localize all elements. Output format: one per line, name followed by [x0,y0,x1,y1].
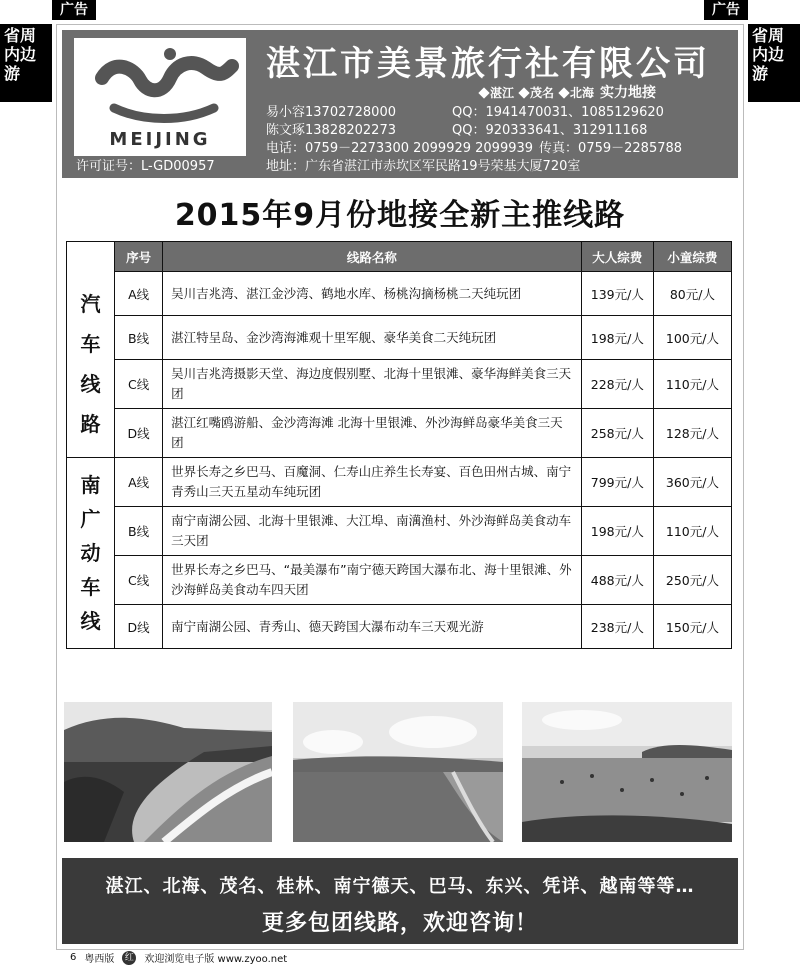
side-tab-right [748,24,800,102]
route-no: B线 [115,507,163,556]
route-no: D线 [115,605,163,649]
contact-row [266,104,682,122]
logo-swirl-icon [74,38,246,134]
category-char: 路 [80,412,101,437]
side-tab-line: 省周 [752,26,785,45]
adult-price: 799元/人 [581,458,653,507]
company-header [62,30,738,178]
contact-right: QQ：1941470031、1085129620 [452,105,664,120]
child-price: 110元/人 [653,360,731,409]
logo-wordmark: MEIJING [109,129,211,150]
child-price: 100元/人 [653,316,731,360]
route-no: D线 [115,409,163,458]
column-header-child: 小童综费 [653,242,731,272]
column-header-no: 序号 [115,242,163,272]
tag-city: 北海 [560,84,594,101]
route-no: C线 [115,360,163,409]
route-no: B线 [115,316,163,360]
table-row [67,605,732,649]
category-char: 广 [80,507,101,531]
routes-table [66,241,732,649]
adult-price: 228元/人 [581,360,653,409]
ad-label-right: 广告 [704,0,748,20]
adult-price: 238元/人 [581,605,653,649]
child-price: 360元/人 [653,458,731,507]
company-logo [74,38,246,156]
footer-banner [62,858,738,944]
adult-price: 258元/人 [581,409,653,458]
route-name: 世界长寿之乡巴马、“最美瀑布”南宁德天跨国大瀑布北、海十里银滩、外沙海鲜岛美食动车四天团 [163,556,582,605]
category-char: 车 [80,332,101,357]
contact-left: 陈文琢13828202273 [266,123,396,138]
side-tab-line: 内边 [752,45,785,64]
contact-right: 传真：0759－2285788 [539,141,683,156]
route-name: 南宁南湖公园、北海十里银滩、大江埠、南澫渔村、外沙海鲜岛美食动车三天团 [163,507,582,556]
route-name: 南宁南湖公园、青秀山、德天跨国大瀑布动车三天观光游 [163,605,582,649]
license-number: 许可证号：L-GD00957 [76,159,215,174]
route-name: 湛江红嘴鸥游船、金沙湾海滩 北海十里银滩、外沙海鲜岛豪华美食三天团 [163,409,582,458]
table-row [67,360,732,409]
route-name: 世界长寿之乡巴马、百魔洞、仁寿山庄养生长寿宴、百色田州古城、南宁青秀山三天五星动车纯玩团 [163,458,582,507]
page-footer [70,950,287,965]
tag-city: 湛江 [480,84,514,101]
route-name: 湛江特呈岛、金沙湾海滩观十里军舰、豪华美食二天纯玩团 [163,316,582,360]
table-row [67,556,732,605]
tag-city: 茂名 [520,84,554,101]
category-char: 动 [80,541,101,565]
contact-row [266,122,682,140]
side-tab-line: 内边 [4,45,37,64]
category-char: 线 [80,372,101,397]
route-no: A线 [115,458,163,507]
contact-right: QQ：920333641、312911168 [452,123,648,138]
category-char: 汽 [80,292,101,317]
adult-price: 139元/人 [581,272,653,316]
route-name: 吴川吉兆湾摄影天堂、海边度假别墅、北海十里银滩、豪华海鲜美食三天团 [163,360,582,409]
page-title: 2015年9月份地接全新主推线路 [174,198,626,233]
route-no: C线 [115,556,163,605]
child-price: 250元/人 [653,556,731,605]
route-no: A线 [115,272,163,316]
category-char: 南 [80,473,101,497]
column-header-adult: 大人综费 [581,242,653,272]
side-tab-line: 省周 [4,26,37,45]
table-row [67,409,732,458]
photo-strip [64,702,732,842]
column-header-name: 线路名称 [163,242,582,272]
table-row [67,507,732,556]
contact-left: 地址：广东省湛江市赤坎区军民路19号荣基大厦720室 [266,159,581,174]
publisher-logo-icon: 红 [122,951,136,965]
browse-link[interactable]: 欢迎浏览电子版 www.zyoo.net [144,954,288,965]
category-header [67,242,115,272]
side-tab-left [0,24,52,102]
child-price: 128元/人 [653,409,731,458]
category-char: 线 [80,609,101,633]
company-name: 湛江市美景旅行社有限公司 [266,44,710,84]
photo-beach-coast [64,702,272,842]
adult-price: 488元/人 [581,556,653,605]
contact-left: 电话：0759－2273300 2099929 2099939 [266,141,534,156]
footer-consult: 更多包团线路，欢迎咨询！ [261,911,538,936]
child-price: 150元/人 [653,605,731,649]
page-number: 6 [70,952,77,963]
table-header-row [67,242,732,272]
edition-label: 粤西版 [84,954,115,965]
child-price: 80元/人 [653,272,731,316]
photo-bay-town [293,702,503,842]
category-bus [67,272,115,458]
footer-cities: 湛江、北海、茂名、桂林、南宁德天、巴马、东兴、凭详、越南等等… [105,876,695,897]
contact-info [266,104,682,176]
contact-row [266,140,682,158]
side-tab-line: 游 [4,64,21,83]
adult-price: 198元/人 [581,507,653,556]
route-name: 吴川吉兆湾、湛江金沙湾、鹤地水库、杨桃沟摘杨桃二天纯玩团 [163,272,582,316]
contact-left: 易小容13702728000 [266,105,396,120]
table-row [67,272,732,316]
ad-label-left: 广告 [52,0,96,20]
table-row [67,458,732,507]
adult-price: 198元/人 [581,316,653,360]
table-row [67,316,732,360]
service-tagline [480,82,656,102]
category-char: 车 [80,575,101,599]
category-train [67,458,115,649]
tag-strong: 实力地接 [600,85,657,101]
side-tab-line: 游 [752,64,769,83]
child-price: 110元/人 [653,507,731,556]
contact-row [266,158,682,176]
photo-harbor-boats [522,702,732,842]
